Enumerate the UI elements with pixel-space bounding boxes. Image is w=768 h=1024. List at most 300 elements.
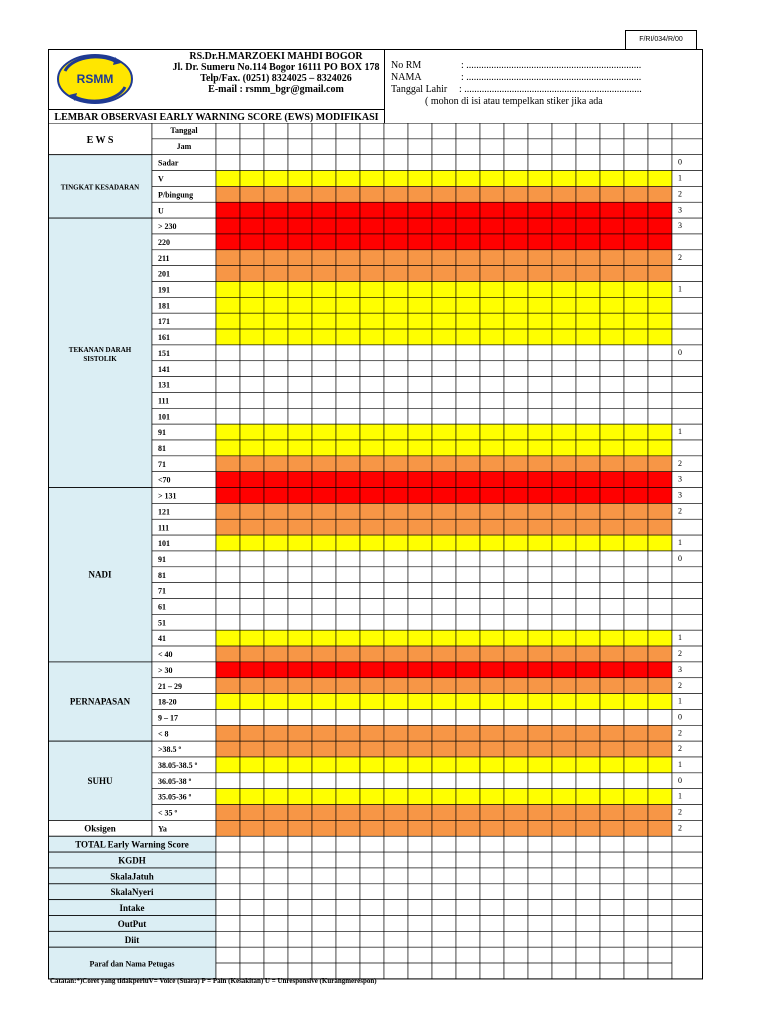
observation-cell[interactable] xyxy=(480,725,504,741)
observation-cell[interactable] xyxy=(648,361,672,377)
footer-cell[interactable] xyxy=(408,868,432,884)
observation-cell[interactable] xyxy=(240,456,264,472)
footer-cell[interactable] xyxy=(240,931,264,947)
footer-cell[interactable] xyxy=(264,868,288,884)
observation-cell[interactable] xyxy=(312,805,336,821)
observation-cell[interactable] xyxy=(432,171,456,187)
observation-cell[interactable] xyxy=(456,519,480,535)
observation-cell[interactable] xyxy=(624,725,648,741)
observation-cell[interactable] xyxy=(288,424,312,440)
footer-cell[interactable] xyxy=(504,931,528,947)
observation-cell[interactable] xyxy=(600,614,624,630)
footer-cell[interactable] xyxy=(648,931,672,947)
observation-cell[interactable] xyxy=(336,361,360,377)
observation-cell[interactable] xyxy=(600,646,624,662)
observation-cell[interactable] xyxy=(504,345,528,361)
observation-cell[interactable] xyxy=(336,456,360,472)
observation-cell[interactable] xyxy=(624,361,648,377)
footer-cell[interactable] xyxy=(624,916,648,932)
observation-cell[interactable] xyxy=(528,805,552,821)
observation-cell[interactable] xyxy=(312,250,336,266)
observation-cell[interactable] xyxy=(528,250,552,266)
observation-cell[interactable] xyxy=(456,472,480,488)
footer-cell[interactable] xyxy=(648,836,672,852)
observation-cell[interactable] xyxy=(240,488,264,504)
observation-cell[interactable] xyxy=(408,377,432,393)
footer-cell[interactable] xyxy=(432,868,456,884)
observation-cell[interactable] xyxy=(648,155,672,171)
observation-cell[interactable] xyxy=(528,709,552,725)
observation-cell[interactable] xyxy=(288,155,312,171)
signature-name-cell[interactable] xyxy=(480,963,504,979)
observation-cell[interactable] xyxy=(240,789,264,805)
observation-cell[interactable] xyxy=(480,424,504,440)
observation-cell[interactable] xyxy=(432,519,456,535)
observation-cell[interactable] xyxy=(504,297,528,313)
footer-cell[interactable] xyxy=(528,884,552,900)
signature-name-cell[interactable] xyxy=(456,963,480,979)
observation-cell[interactable] xyxy=(240,583,264,599)
observation-cell[interactable] xyxy=(552,805,576,821)
observation-cell[interactable] xyxy=(408,456,432,472)
observation-cell[interactable] xyxy=(216,551,240,567)
observation-cell[interactable] xyxy=(240,250,264,266)
footer-cell[interactable] xyxy=(528,868,552,884)
observation-cell[interactable] xyxy=(600,234,624,250)
footer-cell[interactable] xyxy=(576,931,600,947)
observation-cell[interactable] xyxy=(528,599,552,615)
observation-cell[interactable] xyxy=(576,186,600,202)
observation-cell[interactable] xyxy=(624,535,648,551)
observation-cell[interactable] xyxy=(648,456,672,472)
observation-cell[interactable] xyxy=(528,171,552,187)
footer-cell[interactable] xyxy=(216,852,240,868)
observation-cell[interactable] xyxy=(576,472,600,488)
observation-cell[interactable] xyxy=(480,377,504,393)
footer-cell[interactable] xyxy=(384,884,408,900)
observation-cell[interactable] xyxy=(648,440,672,456)
observation-cell[interactable] xyxy=(432,725,456,741)
observation-cell[interactable] xyxy=(288,757,312,773)
observation-cell[interactable] xyxy=(360,408,384,424)
observation-cell[interactable] xyxy=(288,551,312,567)
footer-cell[interactable] xyxy=(408,931,432,947)
tanggal-cell[interactable] xyxy=(528,123,552,139)
jam-cell[interactable] xyxy=(312,139,336,155)
observation-cell[interactable] xyxy=(504,377,528,393)
observation-cell[interactable] xyxy=(216,408,240,424)
footer-cell[interactable] xyxy=(528,852,552,868)
observation-cell[interactable] xyxy=(480,741,504,757)
observation-cell[interactable] xyxy=(240,567,264,583)
observation-cell[interactable] xyxy=(600,250,624,266)
footer-cell[interactable] xyxy=(456,916,480,932)
observation-cell[interactable] xyxy=(456,694,480,710)
observation-cell[interactable] xyxy=(576,662,600,678)
observation-cell[interactable] xyxy=(312,456,336,472)
observation-cell[interactable] xyxy=(432,202,456,218)
observation-cell[interactable] xyxy=(384,424,408,440)
signature-cell[interactable] xyxy=(600,947,624,963)
observation-cell[interactable] xyxy=(432,678,456,694)
observation-cell[interactable] xyxy=(648,488,672,504)
observation-cell[interactable] xyxy=(648,503,672,519)
observation-cell[interactable] xyxy=(312,155,336,171)
observation-cell[interactable] xyxy=(360,757,384,773)
observation-cell[interactable] xyxy=(216,503,240,519)
observation-cell[interactable] xyxy=(384,313,408,329)
observation-cell[interactable] xyxy=(264,266,288,282)
observation-cell[interactable] xyxy=(576,377,600,393)
observation-cell[interactable] xyxy=(408,329,432,345)
observation-cell[interactable] xyxy=(360,646,384,662)
observation-cell[interactable] xyxy=(288,725,312,741)
footer-cell[interactable] xyxy=(504,836,528,852)
observation-cell[interactable] xyxy=(336,408,360,424)
observation-cell[interactable] xyxy=(432,313,456,329)
observation-cell[interactable] xyxy=(312,503,336,519)
observation-cell[interactable] xyxy=(432,392,456,408)
footer-cell[interactable] xyxy=(264,884,288,900)
footer-cell[interactable] xyxy=(456,836,480,852)
observation-cell[interactable] xyxy=(312,789,336,805)
observation-cell[interactable] xyxy=(480,599,504,615)
jam-cell[interactable] xyxy=(264,139,288,155)
observation-cell[interactable] xyxy=(240,361,264,377)
jam-cell[interactable] xyxy=(624,139,648,155)
observation-cell[interactable] xyxy=(600,472,624,488)
footer-cell[interactable] xyxy=(480,836,504,852)
footer-cell[interactable] xyxy=(600,884,624,900)
observation-cell[interactable] xyxy=(648,313,672,329)
observation-cell[interactable] xyxy=(600,456,624,472)
observation-cell[interactable] xyxy=(648,583,672,599)
observation-cell[interactable] xyxy=(288,329,312,345)
observation-cell[interactable] xyxy=(432,805,456,821)
observation-cell[interactable] xyxy=(432,789,456,805)
observation-cell[interactable] xyxy=(288,266,312,282)
observation-cell[interactable] xyxy=(240,599,264,615)
observation-cell[interactable] xyxy=(360,709,384,725)
observation-cell[interactable] xyxy=(408,488,432,504)
observation-cell[interactable] xyxy=(288,377,312,393)
observation-cell[interactable] xyxy=(600,345,624,361)
observation-cell[interactable] xyxy=(576,361,600,377)
observation-cell[interactable] xyxy=(408,202,432,218)
observation-cell[interactable] xyxy=(648,345,672,361)
observation-cell[interactable] xyxy=(312,266,336,282)
footer-cell[interactable] xyxy=(216,884,240,900)
observation-cell[interactable] xyxy=(312,313,336,329)
observation-cell[interactable] xyxy=(408,218,432,234)
observation-cell[interactable] xyxy=(480,186,504,202)
observation-cell[interactable] xyxy=(576,773,600,789)
footer-cell[interactable] xyxy=(648,900,672,916)
jam-cell[interactable] xyxy=(528,139,552,155)
observation-cell[interactable] xyxy=(576,583,600,599)
observation-cell[interactable] xyxy=(600,282,624,298)
observation-cell[interactable] xyxy=(432,583,456,599)
observation-cell[interactable] xyxy=(360,583,384,599)
observation-cell[interactable] xyxy=(600,377,624,393)
jam-cell[interactable] xyxy=(336,139,360,155)
observation-cell[interactable] xyxy=(528,551,552,567)
footer-cell[interactable] xyxy=(312,931,336,947)
observation-cell[interactable] xyxy=(552,234,576,250)
observation-cell[interactable] xyxy=(384,234,408,250)
observation-cell[interactable] xyxy=(360,218,384,234)
footer-cell[interactable] xyxy=(384,868,408,884)
observation-cell[interactable] xyxy=(600,266,624,282)
observation-cell[interactable] xyxy=(408,361,432,377)
observation-cell[interactable] xyxy=(648,282,672,298)
observation-cell[interactable] xyxy=(384,789,408,805)
jam-cell[interactable] xyxy=(288,139,312,155)
observation-cell[interactable] xyxy=(408,266,432,282)
footer-cell[interactable] xyxy=(624,931,648,947)
observation-cell[interactable] xyxy=(528,297,552,313)
observation-cell[interactable] xyxy=(216,297,240,313)
footer-cell[interactable] xyxy=(336,884,360,900)
observation-cell[interactable] xyxy=(576,266,600,282)
observation-cell[interactable] xyxy=(240,424,264,440)
signature-cell[interactable] xyxy=(576,947,600,963)
observation-cell[interactable] xyxy=(264,440,288,456)
tanggal-cell[interactable] xyxy=(312,123,336,139)
observation-cell[interactable] xyxy=(312,488,336,504)
observation-cell[interactable] xyxy=(552,757,576,773)
observation-cell[interactable] xyxy=(576,694,600,710)
observation-cell[interactable] xyxy=(480,456,504,472)
observation-cell[interactable] xyxy=(264,186,288,202)
observation-cell[interactable] xyxy=(504,250,528,266)
footer-cell[interactable] xyxy=(384,852,408,868)
observation-cell[interactable] xyxy=(408,757,432,773)
observation-cell[interactable] xyxy=(480,313,504,329)
observation-cell[interactable] xyxy=(360,789,384,805)
observation-cell[interactable] xyxy=(528,440,552,456)
observation-cell[interactable] xyxy=(288,630,312,646)
observation-cell[interactable] xyxy=(504,773,528,789)
observation-cell[interactable] xyxy=(552,519,576,535)
observation-cell[interactable] xyxy=(288,741,312,757)
observation-cell[interactable] xyxy=(264,599,288,615)
observation-cell[interactable] xyxy=(384,519,408,535)
observation-cell[interactable] xyxy=(528,614,552,630)
observation-cell[interactable] xyxy=(240,725,264,741)
footer-cell[interactable] xyxy=(360,900,384,916)
observation-cell[interactable] xyxy=(336,820,360,836)
observation-cell[interactable] xyxy=(240,503,264,519)
observation-cell[interactable] xyxy=(480,583,504,599)
observation-cell[interactable] xyxy=(504,472,528,488)
footer-cell[interactable] xyxy=(216,916,240,932)
signature-cell[interactable] xyxy=(552,947,576,963)
observation-cell[interactable] xyxy=(384,202,408,218)
observation-cell[interactable] xyxy=(624,250,648,266)
observation-cell[interactable] xyxy=(528,741,552,757)
observation-cell[interactable] xyxy=(240,329,264,345)
observation-cell[interactable] xyxy=(384,614,408,630)
tanggal-cell[interactable] xyxy=(240,123,264,139)
observation-cell[interactable] xyxy=(456,805,480,821)
observation-cell[interactable] xyxy=(528,535,552,551)
observation-cell[interactable] xyxy=(432,709,456,725)
observation-cell[interactable] xyxy=(504,392,528,408)
observation-cell[interactable] xyxy=(552,408,576,424)
observation-cell[interactable] xyxy=(360,456,384,472)
footer-cell[interactable] xyxy=(504,884,528,900)
observation-cell[interactable] xyxy=(360,567,384,583)
observation-cell[interactable] xyxy=(408,741,432,757)
observation-cell[interactable] xyxy=(264,773,288,789)
tanggal-cell[interactable] xyxy=(264,123,288,139)
tanggal-cell[interactable] xyxy=(360,123,384,139)
observation-cell[interactable] xyxy=(312,551,336,567)
observation-cell[interactable] xyxy=(240,630,264,646)
observation-cell[interactable] xyxy=(648,472,672,488)
footer-cell[interactable] xyxy=(552,900,576,916)
observation-cell[interactable] xyxy=(432,472,456,488)
observation-cell[interactable] xyxy=(360,488,384,504)
observation-cell[interactable] xyxy=(360,186,384,202)
observation-cell[interactable] xyxy=(432,361,456,377)
footer-cell[interactable] xyxy=(336,868,360,884)
observation-cell[interactable] xyxy=(528,361,552,377)
observation-cell[interactable] xyxy=(480,678,504,694)
observation-cell[interactable] xyxy=(624,297,648,313)
observation-cell[interactable] xyxy=(552,282,576,298)
observation-cell[interactable] xyxy=(552,218,576,234)
footer-cell[interactable] xyxy=(480,916,504,932)
observation-cell[interactable] xyxy=(456,234,480,250)
observation-cell[interactable] xyxy=(264,250,288,266)
observation-cell[interactable] xyxy=(600,329,624,345)
observation-cell[interactable] xyxy=(648,551,672,567)
observation-cell[interactable] xyxy=(552,725,576,741)
tanggal-cell[interactable] xyxy=(384,123,408,139)
observation-cell[interactable] xyxy=(648,171,672,187)
observation-cell[interactable] xyxy=(648,805,672,821)
observation-cell[interactable] xyxy=(504,155,528,171)
observation-cell[interactable] xyxy=(456,297,480,313)
observation-cell[interactable] xyxy=(408,630,432,646)
observation-cell[interactable] xyxy=(456,218,480,234)
observation-cell[interactable] xyxy=(264,646,288,662)
observation-cell[interactable] xyxy=(312,377,336,393)
observation-cell[interactable] xyxy=(600,757,624,773)
footer-cell[interactable] xyxy=(360,916,384,932)
observation-cell[interactable] xyxy=(528,424,552,440)
observation-cell[interactable] xyxy=(456,202,480,218)
observation-cell[interactable] xyxy=(624,567,648,583)
observation-cell[interactable] xyxy=(432,408,456,424)
signature-cell[interactable] xyxy=(384,947,408,963)
observation-cell[interactable] xyxy=(456,630,480,646)
observation-cell[interactable] xyxy=(288,202,312,218)
footer-cell[interactable] xyxy=(528,900,552,916)
observation-cell[interactable] xyxy=(384,329,408,345)
observation-cell[interactable] xyxy=(528,472,552,488)
observation-cell[interactable] xyxy=(216,218,240,234)
footer-cell[interactable] xyxy=(648,868,672,884)
observation-cell[interactable] xyxy=(216,202,240,218)
observation-cell[interactable] xyxy=(288,456,312,472)
footer-cell[interactable] xyxy=(576,900,600,916)
footer-cell[interactable] xyxy=(576,852,600,868)
observation-cell[interactable] xyxy=(552,329,576,345)
observation-cell[interactable] xyxy=(312,345,336,361)
observation-cell[interactable] xyxy=(456,709,480,725)
observation-cell[interactable] xyxy=(576,741,600,757)
observation-cell[interactable] xyxy=(504,202,528,218)
observation-cell[interactable] xyxy=(408,519,432,535)
footer-cell[interactable] xyxy=(648,884,672,900)
observation-cell[interactable] xyxy=(480,757,504,773)
observation-cell[interactable] xyxy=(456,773,480,789)
signature-cell[interactable] xyxy=(288,947,312,963)
observation-cell[interactable] xyxy=(552,313,576,329)
observation-cell[interactable] xyxy=(288,440,312,456)
footer-cell[interactable] xyxy=(456,868,480,884)
tanggal-cell[interactable] xyxy=(624,123,648,139)
observation-cell[interactable] xyxy=(384,630,408,646)
observation-cell[interactable] xyxy=(648,773,672,789)
observation-cell[interactable] xyxy=(216,614,240,630)
observation-cell[interactable] xyxy=(648,757,672,773)
observation-cell[interactable] xyxy=(288,488,312,504)
observation-cell[interactable] xyxy=(576,599,600,615)
observation-cell[interactable] xyxy=(648,789,672,805)
observation-cell[interactable] xyxy=(336,567,360,583)
observation-cell[interactable] xyxy=(648,567,672,583)
observation-cell[interactable] xyxy=(504,234,528,250)
observation-cell[interactable] xyxy=(600,599,624,615)
observation-cell[interactable] xyxy=(288,282,312,298)
observation-cell[interactable] xyxy=(384,662,408,678)
observation-cell[interactable] xyxy=(552,820,576,836)
observation-cell[interactable] xyxy=(552,392,576,408)
signature-cell[interactable] xyxy=(456,947,480,963)
observation-cell[interactable] xyxy=(336,202,360,218)
observation-cell[interactable] xyxy=(336,329,360,345)
observation-cell[interactable] xyxy=(552,424,576,440)
observation-cell[interactable] xyxy=(384,472,408,488)
observation-cell[interactable] xyxy=(504,519,528,535)
footer-cell[interactable] xyxy=(312,884,336,900)
observation-cell[interactable] xyxy=(480,472,504,488)
observation-cell[interactable] xyxy=(504,757,528,773)
signature-cell[interactable] xyxy=(264,947,288,963)
observation-cell[interactable] xyxy=(240,694,264,710)
observation-cell[interactable] xyxy=(624,551,648,567)
observation-cell[interactable] xyxy=(456,456,480,472)
signature-cell[interactable] xyxy=(480,947,504,963)
observation-cell[interactable] xyxy=(648,709,672,725)
observation-cell[interactable] xyxy=(600,741,624,757)
observation-cell[interactable] xyxy=(336,377,360,393)
observation-cell[interactable] xyxy=(336,440,360,456)
observation-cell[interactable] xyxy=(624,329,648,345)
observation-cell[interactable] xyxy=(480,630,504,646)
observation-cell[interactable] xyxy=(528,345,552,361)
footer-cell[interactable] xyxy=(336,931,360,947)
observation-cell[interactable] xyxy=(576,503,600,519)
observation-cell[interactable] xyxy=(384,678,408,694)
observation-cell[interactable] xyxy=(624,709,648,725)
observation-cell[interactable] xyxy=(504,329,528,345)
observation-cell[interactable] xyxy=(432,694,456,710)
